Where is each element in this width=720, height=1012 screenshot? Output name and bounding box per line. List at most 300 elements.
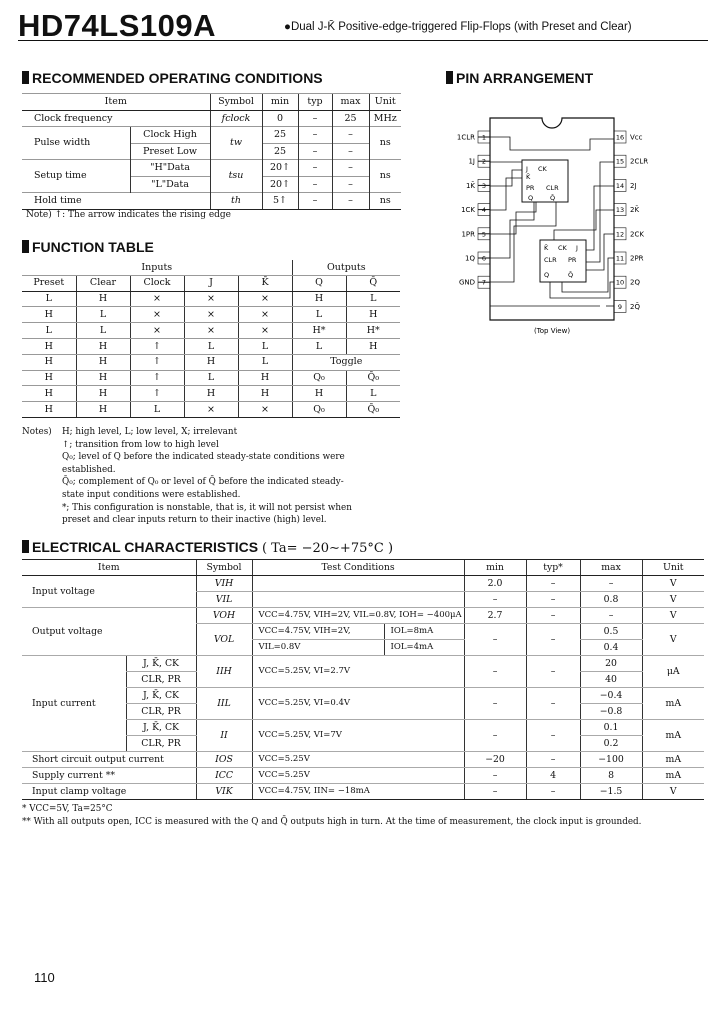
cell: H — [292, 386, 346, 402]
ff-pin-label: Q̄ — [568, 271, 574, 279]
cell: H* — [292, 323, 346, 339]
ff-pin-label: CK — [538, 165, 547, 173]
cell: – — [580, 576, 642, 592]
column-header: K̄ — [238, 275, 292, 291]
table-row — [22, 291, 400, 307]
column-header: Clear — [76, 275, 130, 291]
note-label — [22, 476, 62, 501]
cell: × — [130, 307, 184, 323]
cell: Input current — [22, 656, 126, 752]
cell: H — [76, 354, 130, 370]
pin-number: 9 — [617, 302, 623, 311]
cell: VCC=5.25V — [252, 768, 464, 784]
cell: H — [292, 291, 346, 307]
cell: Clock High — [130, 127, 210, 144]
ff-pin-label: CLR — [544, 256, 557, 264]
cell: −0.4 — [580, 688, 642, 704]
cell: VCC=5.25V, VI=7V — [252, 720, 464, 752]
wire — [550, 282, 614, 298]
table-row — [22, 338, 400, 354]
note-text: ↑; transition from low to high level — [62, 439, 219, 450]
right-pin-group — [614, 131, 648, 312]
cell: – — [526, 576, 580, 592]
cell: H — [22, 402, 76, 418]
cell: H — [184, 386, 238, 402]
ff-pin-label: J — [526, 165, 528, 173]
cell: 0.4 — [580, 640, 642, 656]
cell: 0.2 — [580, 736, 642, 752]
pin-name: 2Q — [630, 278, 640, 287]
cell: VOL — [196, 624, 252, 656]
cell: VIL=0.8V — [252, 640, 384, 656]
header-rule — [18, 40, 708, 41]
column-header: Q — [292, 275, 346, 291]
cell: μA — [642, 656, 704, 688]
cell: ↑ — [130, 386, 184, 402]
cell: IIL — [196, 688, 252, 720]
cell: VCC=4.75V, VIH=2V, — [252, 624, 384, 640]
pin-number: 5 — [481, 230, 487, 239]
page-number: 110 — [34, 970, 55, 985]
table-row — [22, 608, 704, 624]
cell: H — [22, 338, 76, 354]
pin-number: 15 — [615, 157, 625, 166]
column-header: max — [580, 560, 642, 576]
cell: – — [464, 768, 526, 784]
pin-name: 2CLR — [630, 157, 649, 166]
table-row — [22, 370, 400, 386]
cell: L — [22, 323, 76, 339]
cell: × — [238, 323, 292, 339]
cell: Preset Low — [130, 143, 210, 160]
note-text: H; high level, L; low level, X; irrelevant — [62, 427, 238, 437]
cell: – — [332, 176, 369, 193]
pin-arrangement-title — [446, 70, 593, 86]
group-header: Outputs — [292, 260, 400, 275]
cell: L — [184, 370, 238, 386]
cell: 5↑ — [262, 193, 298, 210]
note-line — [22, 451, 362, 476]
cell: H — [76, 370, 130, 386]
roc-section-title — [22, 70, 323, 86]
cell: Toggle — [292, 354, 400, 370]
pin-name: 1J — [468, 157, 475, 166]
cell: 25 — [332, 110, 369, 127]
pin-name: 2J — [630, 181, 637, 190]
cell: L — [292, 338, 346, 354]
roc-table — [22, 93, 401, 210]
ff-pin-label: J — [576, 244, 578, 252]
electrical-section-title — [22, 539, 393, 556]
cell: L — [130, 402, 184, 418]
cell: II — [196, 720, 252, 752]
table-row — [22, 386, 400, 402]
cell: −0.8 — [580, 704, 642, 720]
cell: "H"Data — [130, 160, 210, 177]
cell: VCC=5.25V, VI=0.4V — [252, 688, 464, 720]
cell: H — [76, 291, 130, 307]
pin-number: 2 — [481, 157, 487, 166]
cell: IIH — [196, 656, 252, 688]
cell: L — [22, 291, 76, 307]
cell: L — [238, 338, 292, 354]
cell: – — [332, 160, 369, 177]
cell: – — [526, 624, 580, 656]
temperature-condition: ( Ta= −20∼+75°C ) — [261, 541, 394, 556]
cell: VCC=4.75V, VIH=2V, VIL=0.8V, IOH= −400μA — [252, 608, 464, 624]
part-number: HD74LS109A — [18, 8, 216, 43]
cell: −20 — [464, 752, 526, 768]
cell — [252, 576, 464, 592]
table-header-row — [22, 94, 401, 111]
column-header: Item — [22, 560, 196, 576]
cell: L — [346, 291, 400, 307]
cell: Q₀ — [292, 370, 346, 386]
cell: mA — [642, 720, 704, 752]
cell: – — [298, 193, 332, 210]
cell: 20 — [580, 656, 642, 672]
pin-name: 1K̄ — [465, 181, 475, 190]
column-header: Item — [22, 94, 210, 111]
cell: – — [298, 110, 332, 127]
cell: × — [238, 402, 292, 418]
cell: 0.1 — [580, 720, 642, 736]
cell: J, K̄, CK — [126, 688, 196, 704]
column-header: Clock — [130, 275, 184, 291]
cell: Q̄₀ — [346, 402, 400, 418]
cell: VCC=5.25V, VI=2.7V — [252, 656, 464, 688]
table-row — [22, 768, 704, 784]
cell: IOS — [196, 752, 252, 768]
pin-name: GND — [458, 278, 475, 287]
cell: −100 — [580, 752, 642, 768]
cell: ns — [369, 160, 401, 193]
pin-number: 10 — [615, 278, 625, 287]
cell: – — [332, 143, 369, 160]
table-row — [22, 110, 401, 127]
note-line — [22, 502, 362, 527]
cell: L — [238, 354, 292, 370]
cell: V — [642, 592, 704, 608]
wire — [586, 162, 614, 262]
cell: 20↑ — [262, 176, 298, 193]
cell: 8 — [580, 768, 642, 784]
table-row — [22, 402, 400, 418]
note-line — [22, 426, 362, 439]
roc-title-text: RECOMMENDED OPERATING CONDITIONS — [32, 70, 323, 86]
cell: L — [76, 307, 130, 323]
note-label — [22, 451, 62, 476]
pin-name: 1CLR — [456, 133, 475, 142]
pin-arrangement-title-text: PIN ARRANGEMENT — [456, 70, 594, 86]
note-text: Q̄₀; complement of Q₀ or level of Q̄ before the indicated steady-state input conditions were established. — [62, 477, 344, 500]
cell: MHz — [369, 110, 401, 127]
ff-pin-label: K̄ — [544, 244, 549, 252]
cell: H — [76, 338, 130, 354]
pin-name: Vcc — [630, 133, 643, 142]
note-label — [22, 439, 62, 452]
cell: Setup time — [22, 160, 130, 193]
column-header: min — [464, 560, 526, 576]
column-header: max — [332, 94, 369, 111]
electrical-title-text: ELECTRICAL CHARACTERISTICS — [32, 539, 259, 555]
wire — [490, 178, 522, 210]
cell — [252, 592, 464, 608]
cell: V — [642, 784, 704, 800]
cell: × — [184, 402, 238, 418]
cell: – — [526, 592, 580, 608]
cell: ↑ — [130, 354, 184, 370]
wire — [554, 210, 614, 240]
pin-name: 2PR — [630, 254, 644, 263]
cell: J, K̄, CK — [126, 720, 196, 736]
cell: ↑ — [130, 338, 184, 354]
column-header: J — [184, 275, 238, 291]
cell: H — [238, 370, 292, 386]
cell: V — [642, 608, 704, 624]
ff-pin-label: PR — [568, 256, 577, 264]
bullet-square-icon — [446, 71, 453, 84]
table-row — [22, 127, 401, 144]
cell: 25 — [262, 127, 298, 144]
part-subtitle: ●Dual J-K̄ Positive-edge-triggered Flip-Flops (with Preset and Clear) — [284, 21, 632, 33]
flip-flop-2-labels — [544, 243, 578, 279]
cell: 2.0 — [464, 576, 526, 592]
cell: CLR, PR — [126, 672, 196, 688]
cell: Clock frequency — [22, 110, 210, 127]
pin-number: 12 — [615, 230, 625, 239]
cell: J, K̄, CK — [126, 656, 196, 672]
pin-number: 16 — [615, 133, 625, 142]
cell: – — [298, 176, 332, 193]
cell: – — [298, 127, 332, 144]
cell: – — [526, 608, 580, 624]
cell: 2.7 — [464, 608, 526, 624]
cell: × — [238, 291, 292, 307]
table-row — [22, 160, 401, 177]
cell: H — [22, 370, 76, 386]
note-line — [22, 439, 362, 452]
cell: H — [76, 402, 130, 418]
cell: 40 — [580, 672, 642, 688]
pin-number: 3 — [481, 181, 487, 190]
cell: VCC=5.25V — [252, 752, 464, 768]
cell: mA — [642, 688, 704, 720]
cell: ↑ — [130, 370, 184, 386]
pin-number: 14 — [615, 181, 625, 190]
flip-flop-1-labels — [525, 165, 559, 202]
cell: 4 — [526, 768, 580, 784]
cell: × — [184, 291, 238, 307]
cell: CLR, PR — [126, 736, 196, 752]
cell: Q₀ — [292, 402, 346, 418]
cell: – — [464, 688, 526, 720]
cell: Q̄₀ — [346, 370, 400, 386]
cell: VOH — [196, 608, 252, 624]
ff-pin-label: Q — [528, 194, 534, 202]
cell: – — [464, 624, 526, 656]
cell: VIK — [196, 784, 252, 800]
cell: L — [346, 386, 400, 402]
cell: "L"Data — [130, 176, 210, 193]
cell: tsu — [210, 160, 262, 193]
cell: VCC=4.75V, IIN= −18mA — [252, 784, 464, 800]
note-text: *; This configuration is nonstable, that is, it will not persist when preset and clear inputs return to their inactive (high) level. — [62, 502, 352, 526]
cell: L — [292, 307, 346, 323]
cell: Hold time — [22, 193, 210, 210]
roc-note: Note) ↑: The arrow indicates the rising edge — [26, 210, 231, 220]
cell: 0.5 — [580, 624, 642, 640]
cell: H* — [346, 323, 400, 339]
cell: Pulse width — [22, 127, 130, 160]
cell: H — [22, 386, 76, 402]
cell: L — [184, 338, 238, 354]
column-header: Unit — [369, 94, 401, 111]
cell: H — [346, 307, 400, 323]
ff-pin-label: CLR — [546, 184, 559, 192]
column-header: Unit — [642, 560, 704, 576]
function-table-notes — [22, 426, 362, 527]
pin-number: 13 — [615, 206, 625, 215]
cell: – — [526, 656, 580, 688]
cell: – — [526, 688, 580, 720]
ff-pin-label: Q — [544, 271, 550, 279]
cell: × — [238, 307, 292, 323]
pin-number: 4 — [481, 206, 487, 215]
pin-name: 2Q̄ — [630, 302, 640, 311]
cell: Supply current ** — [22, 768, 196, 784]
cell: – — [464, 720, 526, 752]
ff-pin-label: Q̄ — [550, 194, 556, 202]
cell: V — [642, 576, 704, 592]
pin-name: 1Q — [465, 254, 475, 263]
left-pin-group — [457, 131, 490, 288]
cell: 0.8 — [580, 592, 642, 608]
cell: ns — [369, 127, 401, 160]
cell: tw — [210, 127, 262, 160]
column-header: Test Conditions — [252, 560, 464, 576]
table-row — [22, 307, 400, 323]
pin-number: 7 — [481, 278, 487, 287]
cell: Output voltage — [22, 608, 196, 656]
table-row — [22, 784, 704, 800]
cell: ICC — [196, 768, 252, 784]
cell: × — [184, 323, 238, 339]
cell: – — [580, 608, 642, 624]
cell: – — [298, 143, 332, 160]
wire — [490, 137, 614, 150]
cell: mA — [642, 768, 704, 784]
column-header: typ* — [526, 560, 580, 576]
cell: H — [22, 307, 76, 323]
cell: H — [76, 386, 130, 402]
cell: – — [526, 720, 580, 752]
pin-number: 11 — [615, 254, 625, 263]
group-header: Inputs — [22, 260, 292, 275]
electrical-table — [22, 559, 704, 800]
cell: – — [298, 160, 332, 177]
note-label — [22, 502, 62, 527]
table-header-row — [22, 560, 704, 576]
electrical-notes — [22, 803, 641, 829]
note-text: Q₀; level of Q before the indicated steady-state conditions were established. — [62, 452, 345, 475]
function-table-title-text: FUNCTION TABLE — [32, 239, 154, 255]
cell: – — [464, 784, 526, 800]
cell: H — [238, 386, 292, 402]
internal-wiring — [490, 137, 614, 306]
function-table — [22, 260, 400, 418]
table-row — [22, 193, 401, 210]
ff-pin-label: K̄ — [526, 173, 531, 181]
cell: 0 — [262, 110, 298, 127]
pin-number: 1 — [481, 133, 487, 142]
cell: ns — [369, 193, 401, 210]
wire — [490, 202, 536, 234]
column-header: min — [262, 94, 298, 111]
column-header: Symbol — [210, 94, 262, 111]
cell: IOL=8mA — [384, 624, 464, 640]
bullet-square-icon — [22, 71, 29, 84]
column-header: Symbol — [196, 560, 252, 576]
pin-number: 6 — [481, 254, 487, 263]
pin-name: 2CK — [630, 230, 644, 239]
cell: fclock — [210, 110, 262, 127]
table-row — [22, 576, 704, 592]
pin-name: 1CK — [461, 206, 475, 215]
ff-pin-label: CK — [558, 244, 567, 252]
cell: × — [130, 323, 184, 339]
cell: Input voltage — [22, 576, 196, 608]
table-row — [22, 354, 400, 370]
table-header-row — [22, 275, 400, 291]
note-text: * VCC=5V, Ta=25°C — [22, 804, 113, 814]
cell: – — [332, 127, 369, 144]
cell: CLR, PR — [126, 704, 196, 720]
column-header: Q̄ — [346, 275, 400, 291]
bullet-square-icon — [22, 540, 29, 553]
cell: – — [526, 752, 580, 768]
cell: IOL=4mA — [384, 640, 464, 656]
table-row — [22, 323, 400, 339]
cell: 20↑ — [262, 160, 298, 177]
note-label: Notes) — [22, 427, 52, 437]
cell: VIL — [196, 592, 252, 608]
cell: Input clamp voltage — [22, 784, 196, 800]
cell: L — [76, 323, 130, 339]
column-header: typ — [298, 94, 332, 111]
cell: – — [332, 193, 369, 210]
table-row — [22, 656, 704, 672]
cell: × — [130, 291, 184, 307]
cell: H — [184, 354, 238, 370]
cell: mA — [642, 752, 704, 768]
cell: H — [22, 354, 76, 370]
cell: Short circuit output current — [22, 752, 196, 768]
cell: – — [526, 784, 580, 800]
wire — [490, 202, 556, 282]
pin-name: 2K̄ — [630, 206, 640, 215]
cell: −1.5 — [580, 784, 642, 800]
table-group-row — [22, 260, 400, 275]
cell: V — [642, 624, 704, 656]
function-table-title — [22, 239, 154, 255]
top-view-caption: (Top View) — [533, 327, 571, 335]
column-header: Preset — [22, 275, 76, 291]
table-row — [22, 752, 704, 768]
pin-name: 1PR — [461, 230, 475, 239]
ic-package-outline — [490, 118, 614, 320]
note-line — [22, 476, 362, 501]
